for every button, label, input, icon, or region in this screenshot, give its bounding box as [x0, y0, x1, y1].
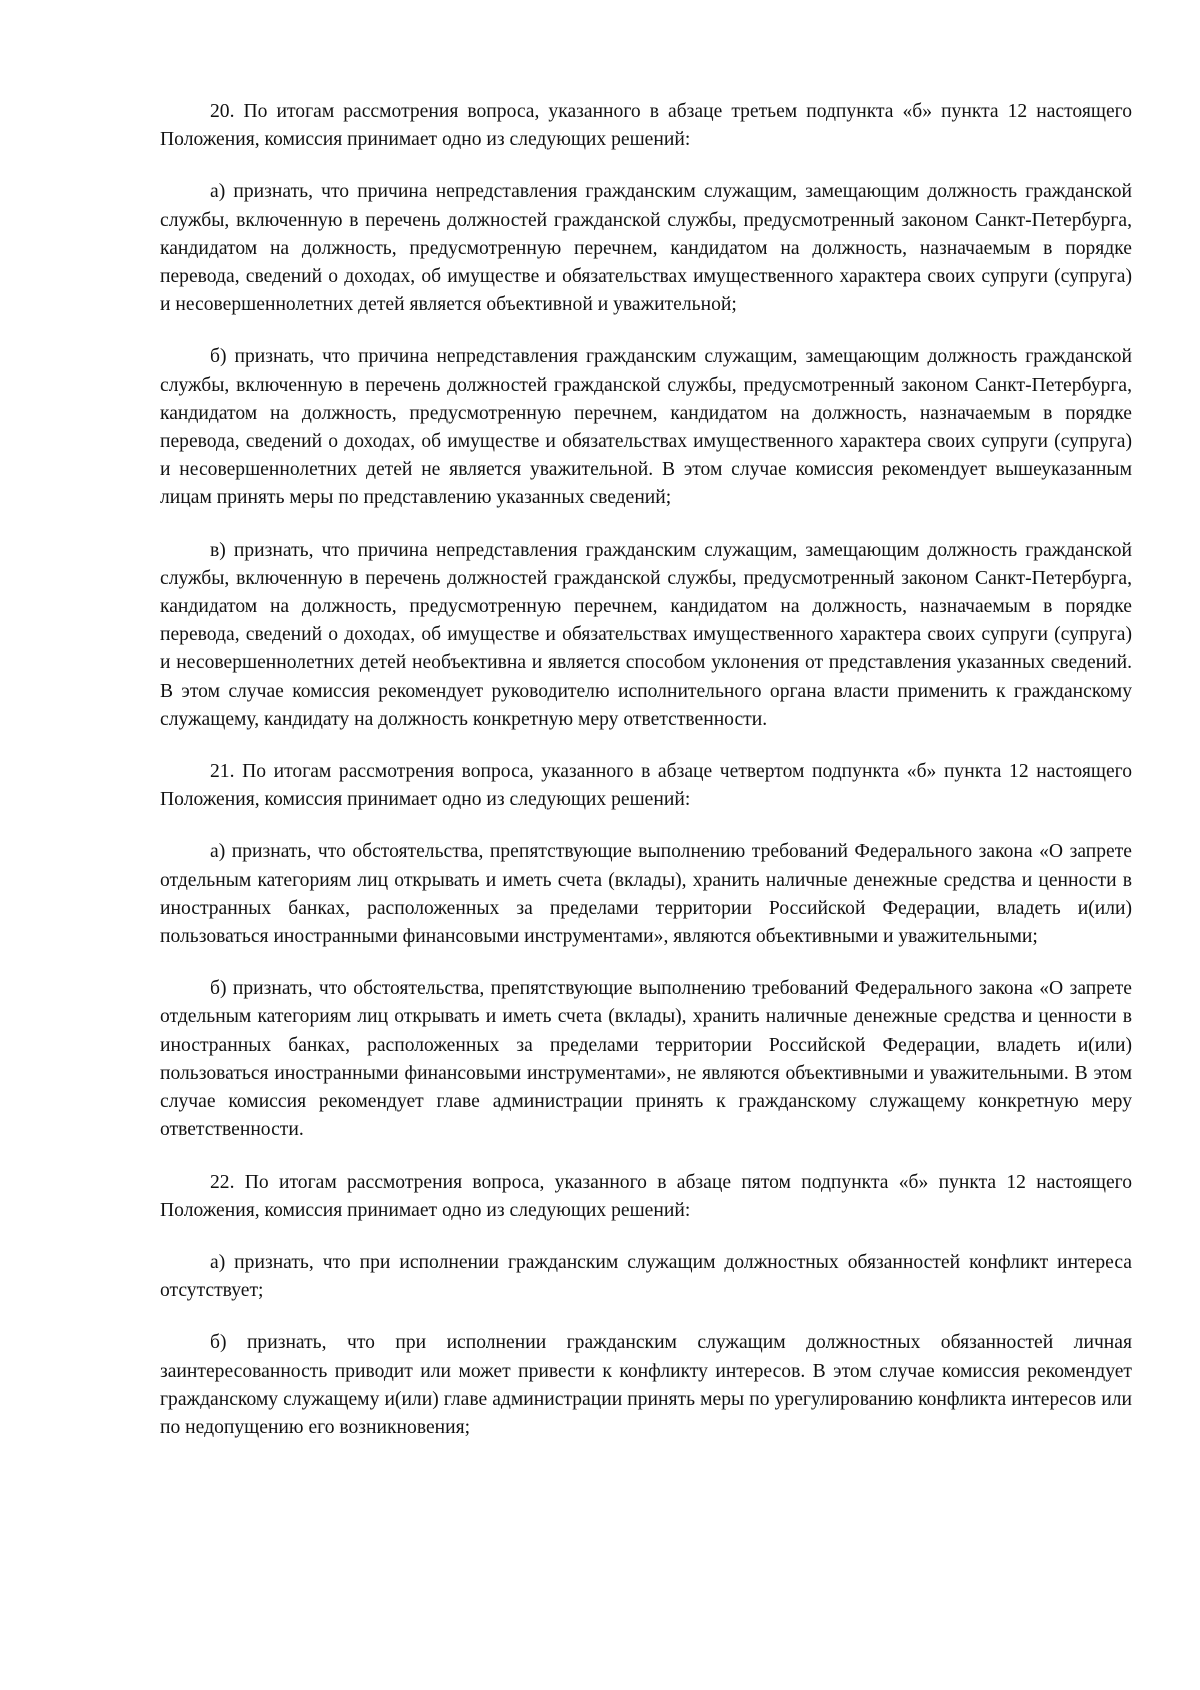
paragraph-20-b: б) признать, что причина непредставления гражданским служащим, замещающим должность гражданской службы, включенную в перечень должностей гражданской службы, предусмотренный законом Санкт-Петербурга, кандидатом на должность, предусмотренную перечнем, кандидатом на должность, назначаемым в порядке перевода, сведений о доходах, об имуществе и обязательствах имущественного характера своих супруги (супруга) и несовершеннолетних детей не является уважительной. В этом случае комиссия рекомендует вышеуказанным лицам принять меры по представлению указанных сведений;: [160, 346, 1132, 509]
paragraph-21-b: б) признать, что обстоятельства, препятствующие выполнению требований Федерального закона «О запрете отдельным категориям лиц открывать и иметь счета (вклады), хранить наличные денежные средства и ценности в иностранных банках, расположенных за пределами территории Российской Федерации, владеть и(или) пользоваться иностранными финансовыми инструментами», не являются объективными и уважительными. В этом случае комиссия рекомендует главе администрации принять к гражданскому служащему конкретную меру ответственности.: [160, 978, 1132, 1141]
paragraph-22: 22. По итогам рассмотрения вопроса, указанного в абзаце пятом подпункта «б» пункта 12 настоящего Положения, комиссия принимает одно из следующих решений:: [160, 1171, 1132, 1221]
paragraph-22-a: а) признать, что при исполнении гражданским служащим должностных обязанностей конфликт интереса отсутствует;: [160, 1251, 1132, 1302]
paragraph-21-a: а) признать, что обстоятельства, препятствующие выполнению требований Федерального закона «О запрете отдельным категориям лиц открывать и иметь счета (вклады), хранить наличные денежные средства и ценности в иностранных банках, расположенных за пределами территории Российской Федерации, владеть и(или) пользоваться иностранными финансовыми инструментами», являются объективными и уважительными;: [160, 841, 1132, 948]
document-page: [160, 98, 1132, 1442]
paragraph-20: 20. По итогам рассмотрения вопроса, указанного в абзаце третьем подпункта «б» пункта 12 настоящего Положения, комиссия принимает одно из следующих решений:: [160, 101, 1132, 151]
paragraph-22-b: б) признать, что при исполнении гражданским служащим должностных обязанностей личная заинтересованность приводит или может привести к конфликту интересов. В этом случае комиссия рекомендует гражданскому служащему и(или) главе администрации принять меры по урегулированию конфликта интересов или по недопущению его возникновения;: [160, 1332, 1132, 1438]
paragraph-20-v: в) признать, что причина непредставления гражданским служащим, замещающим должность гражданской службы, включенную в перечень должностей гражданской службы, предусмотренный законом Санкт-Петербурга, кандидатом на должность, предусмотренную перечнем, кандидатом на должность, назначаемым в порядке перевода, сведений о доходах, об имуществе и обязательствах имущественного характера своих супруги (супруга) и несовершеннолетних детей необъективна и является способом уклонения от представления указанных сведений. В этом случае комиссия рекомендует руководителю исполнительного органа власти применить к гражданскому служащему, кандидату на должность конкретную меру ответственности.: [160, 539, 1132, 730]
paragraph-21: 21. По итогам рассмотрения вопроса, указанного в абзаце четвертом подпункта «б» пункта 12 настоящего Положения, комиссия принимает одно из следующих решений:: [160, 761, 1132, 811]
paragraph-20-a: а) признать, что причина непредставления гражданским служащим, замещающим должность гражданской службы, включенную в перечень должностей гражданской службы, предусмотренный законом Санкт-Петербурга, кандидатом на должность, предусмотренную перечнем, кандидатом на должность, назначаемым в порядке перевода, сведений о доходах, об имуществе и обязательствах имущественного характера своих супруги (супруга) и несовершеннолетних детей является объективной и уважительной;: [160, 181, 1132, 316]
